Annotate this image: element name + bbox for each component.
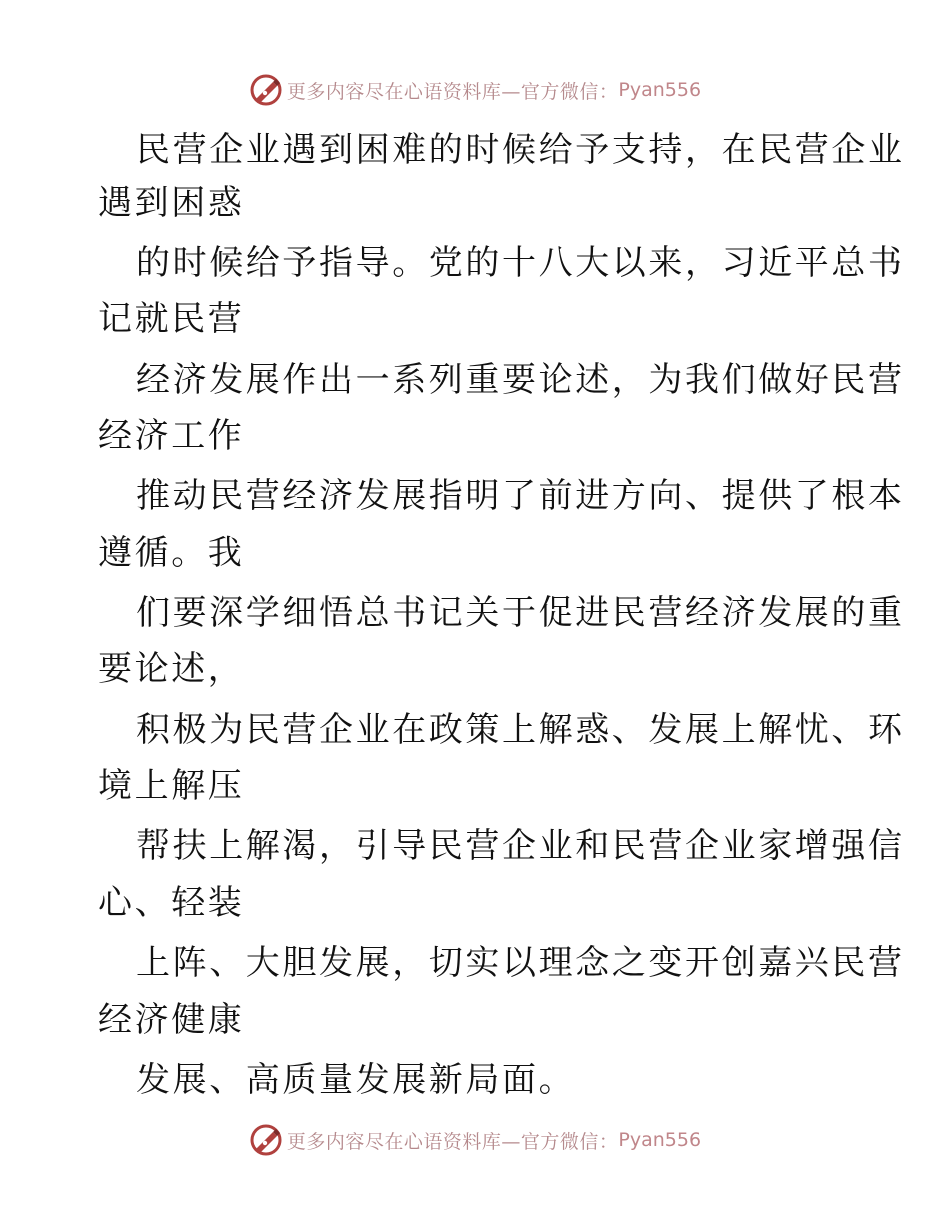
body-line: 遇到困惑 <box>98 183 245 223</box>
body-line: 民营企业遇到困难的时候给予支持，在民营企业 <box>136 130 905 170</box>
body-line: 推动民营经济发展指明了前进方向、提供了根本 <box>136 476 905 516</box>
body-line: 经济发展作出一系列重要论述，为我们做好民营 <box>136 360 905 400</box>
body-line: 们要深学细悟总书记关于促进民营经济发展的重 <box>136 593 905 633</box>
body-line: 要论述， <box>98 649 245 689</box>
body-line: 经济工作 <box>98 416 245 456</box>
body-line: 心、轻装 <box>98 883 245 923</box>
body-line: 经济健康 <box>98 1000 245 1040</box>
body-line: 境上解压 <box>98 766 245 806</box>
body-line: 上阵、大胆发展，切实以理念之变开创嘉兴民营 <box>136 943 905 983</box>
header-watermark-id: Pyan556 <box>618 79 702 101</box>
body-line: 记就民营 <box>98 299 245 339</box>
body-line: 的时候给予指导。党的十八大以来，习近平总书 <box>136 243 905 283</box>
footer-watermark-text: 更多内容尽在心语资料库—官方微信： <box>286 1130 619 1153</box>
footer-watermark-id: Pyan556 <box>618 1129 702 1151</box>
body-line: 积极为民营企业在政策上解惑、发展上解忧、环 <box>136 710 905 750</box>
pen-logo-icon <box>249 73 283 107</box>
pen-logo-icon <box>249 1123 283 1157</box>
body-line: 帮扶上解渴，引导民营企业和民营企业家增强信 <box>136 826 905 866</box>
body-line: 发展、高质量发展新局面。 <box>136 1060 576 1100</box>
body-line: 遵循。我 <box>98 533 245 573</box>
header-watermark <box>0 70 950 110</box>
footer-watermark <box>0 1120 950 1160</box>
header-watermark-text: 更多内容尽在心语资料库—官方微信： <box>286 80 619 103</box>
